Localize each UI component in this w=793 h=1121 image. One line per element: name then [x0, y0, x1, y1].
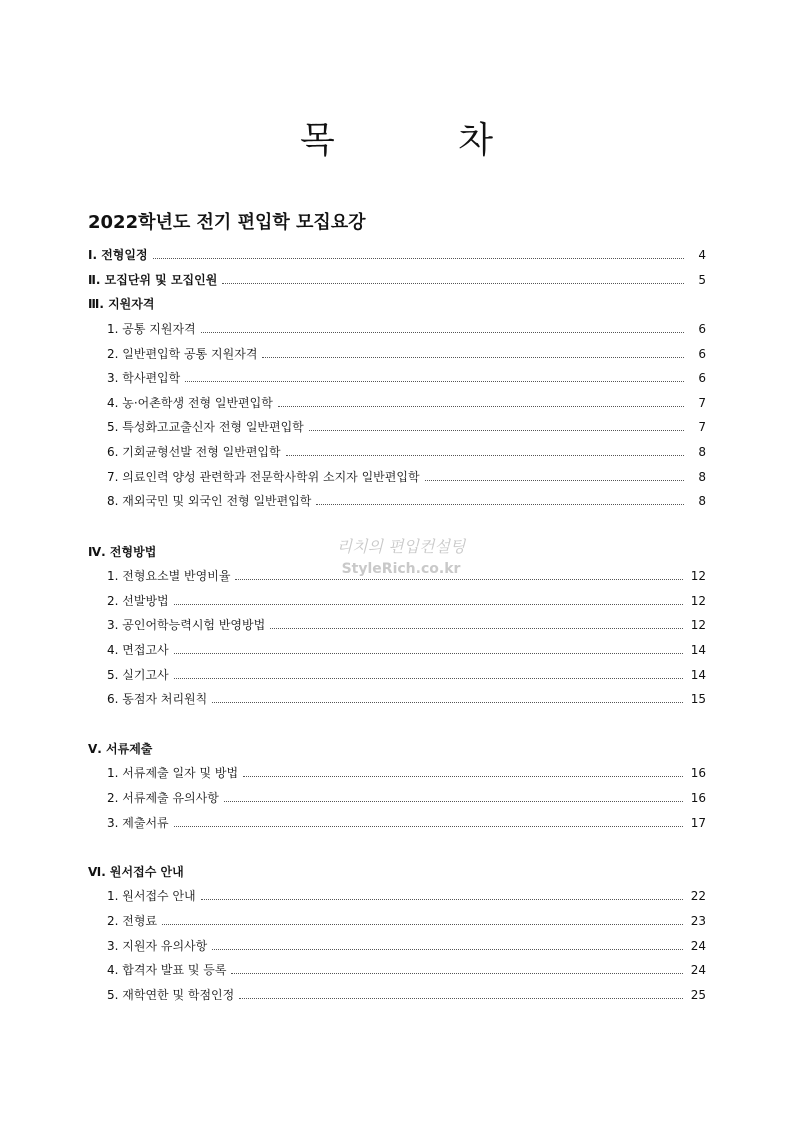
toc-item[interactable]: [107, 812, 706, 830]
toc-item-label: 3. 지원자 유의사항: [107, 939, 208, 953]
toc-item-label: 6. 기회균형선발 전형 일반편입학: [107, 445, 281, 459]
toc-item[interactable]: [107, 935, 706, 953]
toc-section-label: Ⅵ. 원서접수 안내: [88, 865, 184, 879]
dot-leader: [278, 405, 684, 407]
toc-page-number: 12: [690, 618, 706, 632]
dot-leader: [174, 825, 683, 827]
toc-page-number: 16: [690, 766, 706, 780]
document-subtitle: 2022학년도 전기 편입학 모집요강: [88, 212, 366, 233]
toc-item[interactable]: [107, 639, 706, 657]
toc-item-label: 8. 재외국민 및 외국인 전형 일반편입학: [107, 494, 312, 508]
toc-section-label: Ⅰ. 전형일정: [88, 248, 148, 262]
toc-item[interactable]: [107, 614, 706, 632]
toc-item-label: 4. 면접고사: [107, 643, 169, 657]
toc-item[interactable]: [107, 664, 706, 682]
toc-page-number: 6: [698, 322, 706, 336]
toc-item-label: 7. 의료인력 양성 관련학과 전문학사학위 소지자 일반편입학: [107, 470, 420, 484]
toc-section-label: Ⅱ. 모집단위 및 모집인원: [88, 273, 218, 287]
toc-section-6: [88, 861, 706, 879]
toc-section-1[interactable]: [88, 244, 706, 262]
toc-section-label: Ⅴ. 서류제출: [88, 742, 153, 756]
toc-page-number: 8: [698, 445, 706, 459]
toc-item[interactable]: [107, 984, 706, 1002]
toc-item[interactable]: [107, 490, 706, 508]
toc-item-label: 4. 합격자 발표 및 등록: [107, 963, 227, 977]
toc-page-number: 6: [698, 347, 706, 361]
toc-item-label: 2. 전형료: [107, 914, 158, 928]
toc-page-number: 25: [690, 988, 706, 1002]
dot-leader: [316, 503, 684, 505]
dot-leader: [174, 677, 683, 679]
dot-leader: [212, 701, 682, 703]
toc-page-number: 6: [698, 371, 706, 385]
toc-page-number: 14: [690, 643, 706, 657]
dot-leader: [231, 972, 682, 974]
toc-item[interactable]: [107, 590, 706, 608]
toc-page-number: 16: [690, 791, 706, 805]
dot-leader: [153, 257, 684, 259]
toc-item[interactable]: [107, 466, 706, 484]
toc-section-4: [88, 541, 706, 559]
toc-item[interactable]: [107, 367, 706, 385]
toc-page-number: 4: [698, 248, 706, 262]
toc-section-label: Ⅲ. 지원자격: [88, 297, 155, 311]
toc-section-3: [88, 293, 706, 311]
toc-page-number: 15: [690, 692, 706, 706]
toc-page-number: 8: [698, 494, 706, 508]
toc-page-number: 24: [690, 939, 706, 953]
dot-leader: [201, 898, 683, 900]
toc-item-label: 2. 일반편입학 공통 지원자격: [107, 347, 258, 361]
toc-item[interactable]: [107, 910, 706, 928]
dot-leader: [309, 429, 684, 431]
dot-leader: [185, 380, 684, 382]
dot-leader: [174, 652, 683, 654]
toc-item[interactable]: [107, 762, 706, 780]
watermark-line-2: StyleRich.co.kr: [341, 561, 461, 577]
toc-item-label: 6. 동점자 처리원칙: [107, 692, 208, 706]
dot-leader: [239, 997, 682, 999]
toc-page-number: 8: [698, 470, 706, 484]
toc-item-label: 5. 재학연한 및 학점인정: [107, 988, 235, 1002]
toc-item-label: 5. 실기고사: [107, 668, 169, 682]
toc-section-2[interactable]: [88, 269, 706, 287]
toc-item-label: 3. 공인어학능력시험 반영방법: [107, 618, 266, 632]
toc-item-label: 4. 농·어촌학생 전형 일반편입학: [107, 396, 273, 410]
toc-page-number: 23: [690, 914, 706, 928]
toc-item[interactable]: [107, 392, 706, 410]
toc-page-number: 24: [690, 963, 706, 977]
dot-leader: [222, 282, 684, 284]
toc-item-label: 3. 학사편입학: [107, 371, 181, 385]
dot-leader: [235, 578, 682, 580]
toc-page-number: 14: [690, 668, 706, 682]
toc-page-number: 7: [698, 396, 706, 410]
dot-leader: [286, 454, 684, 456]
toc-item[interactable]: [107, 565, 706, 583]
toc-item[interactable]: [107, 787, 706, 805]
dot-leader: [212, 948, 682, 950]
toc-item-label: 1. 전형요소별 반영비율: [107, 569, 231, 583]
dot-leader: [201, 331, 684, 333]
toc-item-label: 2. 서류제출 유의사항: [107, 791, 219, 805]
dot-leader: [270, 627, 683, 629]
dot-leader: [224, 800, 683, 802]
toc-item-label: 2. 선발방법: [107, 594, 169, 608]
toc-item-label: 1. 원서접수 안내: [107, 889, 196, 903]
toc-item[interactable]: [107, 343, 706, 361]
page-title: 목 차: [300, 120, 549, 161]
toc-item-label: 3. 제출서류: [107, 816, 169, 830]
dot-leader: [243, 775, 683, 777]
toc-item-label: 1. 공통 지원자격: [107, 322, 196, 336]
toc-page-number: 7: [698, 420, 706, 434]
toc-item[interactable]: [107, 416, 706, 434]
toc-page-number: 12: [690, 594, 706, 608]
dot-leader: [262, 356, 684, 358]
toc-page-number: 22: [690, 889, 706, 903]
toc-item[interactable]: [107, 441, 706, 459]
toc-item[interactable]: [107, 885, 706, 903]
toc-page-number: 17: [690, 816, 706, 830]
toc-section-label: Ⅳ. 전형방법: [88, 545, 157, 559]
toc-item-label: 5. 특성화고교출신자 전형 일반편입학: [107, 420, 304, 434]
toc-item[interactable]: [107, 688, 706, 706]
toc-page-number: 12: [690, 569, 706, 583]
watermark-line-1: 리치의 편입컨설팅: [336, 537, 466, 556]
toc-item[interactable]: [107, 318, 706, 336]
toc-page-number: 5: [698, 273, 706, 287]
dot-leader: [162, 923, 683, 925]
dot-leader: [425, 479, 684, 481]
toc-item[interactable]: [107, 959, 706, 977]
toc-item-label: 1. 서류제출 일자 및 방법: [107, 766, 239, 780]
dot-leader: [174, 603, 683, 605]
toc-section-5: [88, 738, 706, 756]
